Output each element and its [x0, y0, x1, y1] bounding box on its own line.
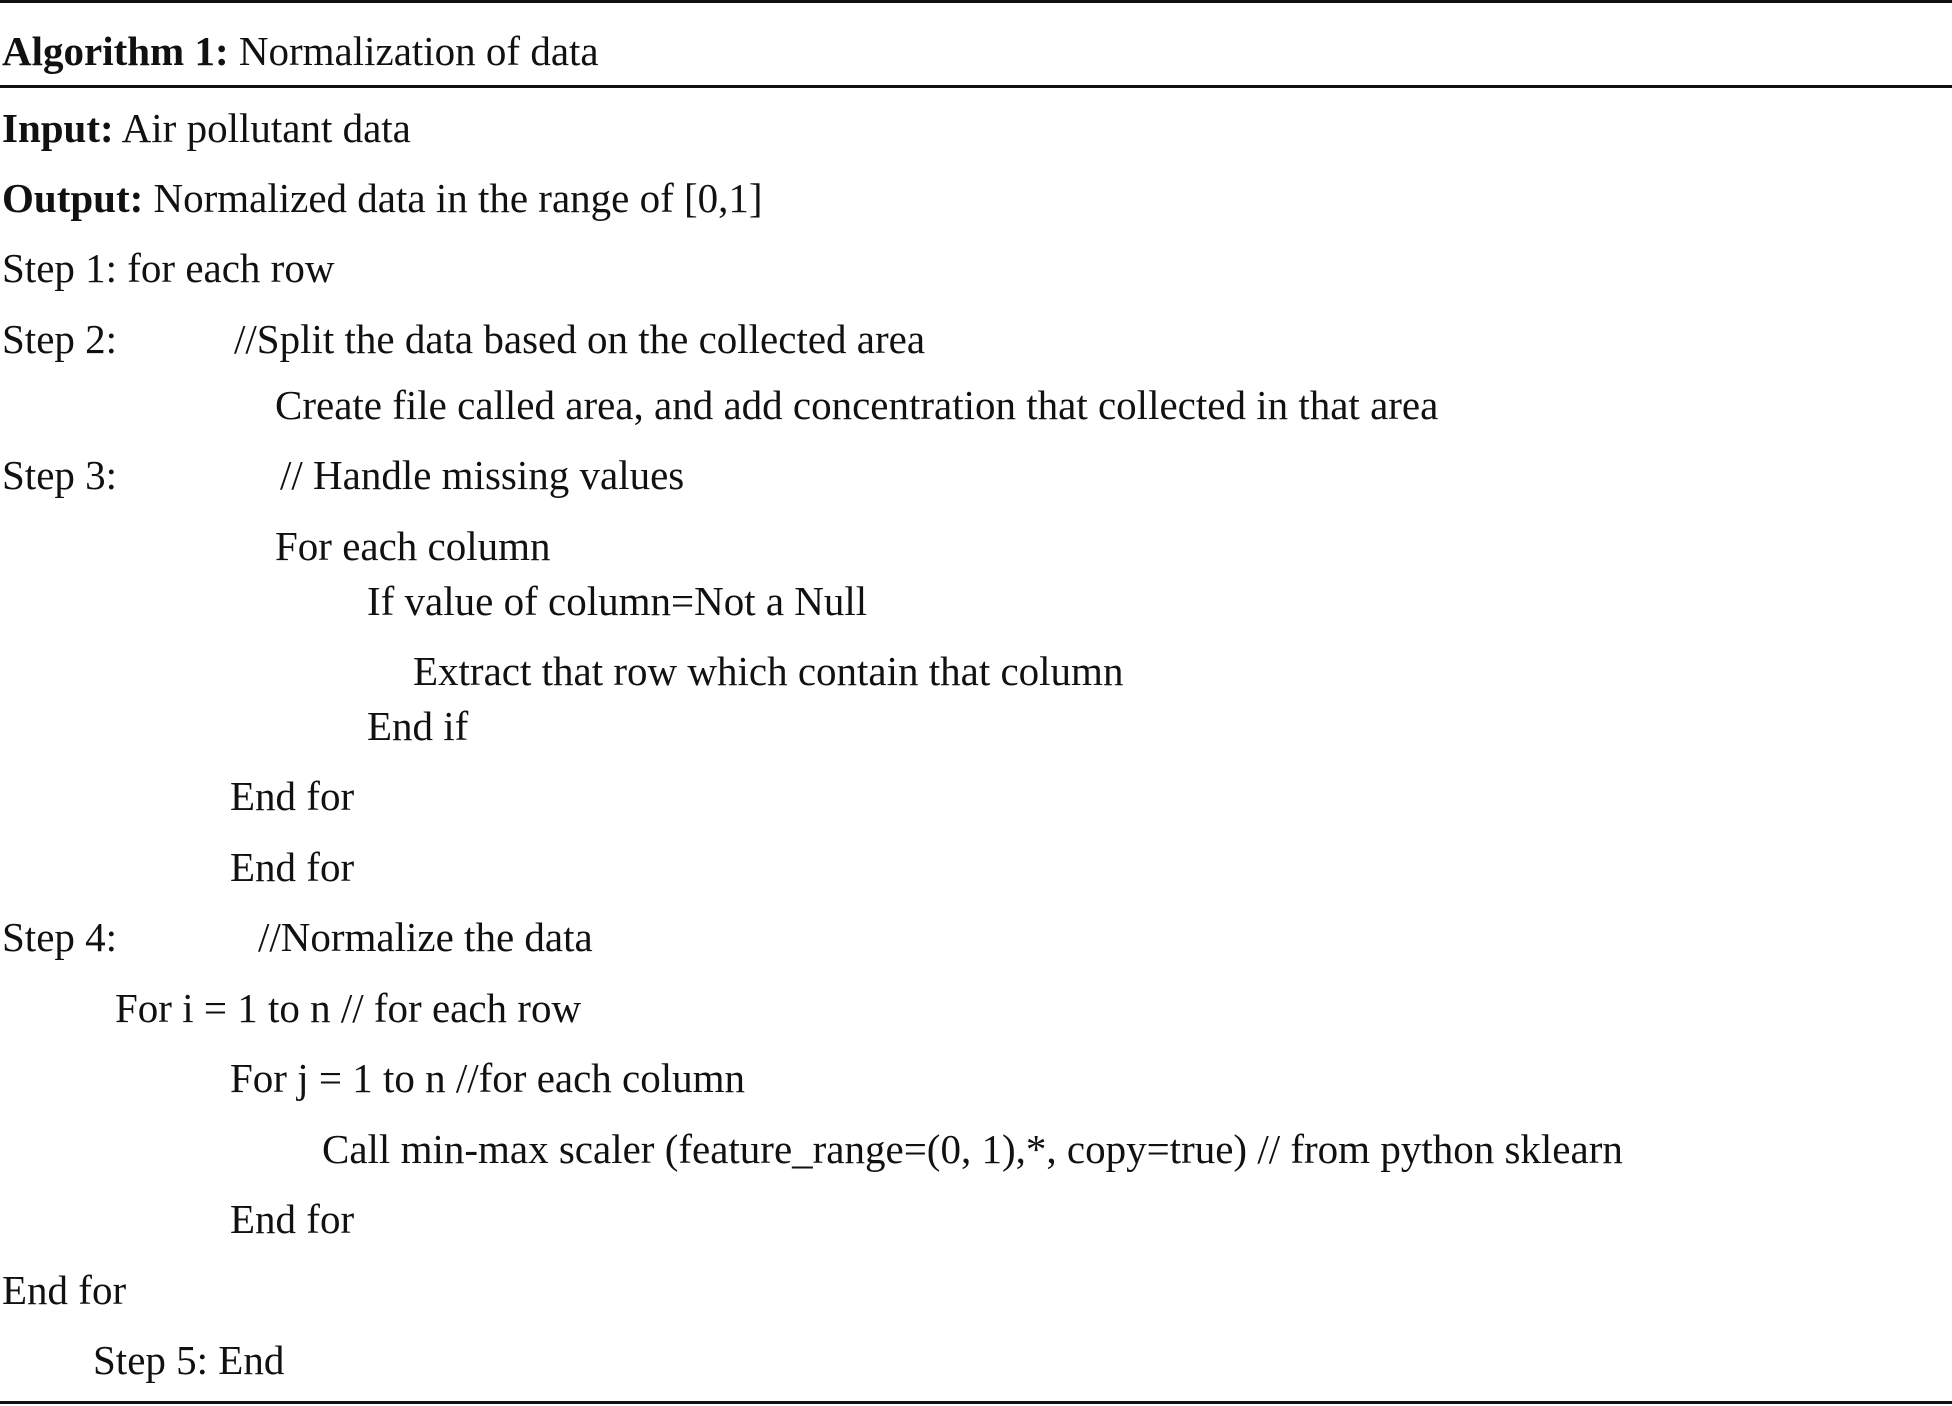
extract-row-line: Extract that row which contain that column: [413, 648, 1124, 694]
step4-comment: //Normalize the data: [258, 914, 593, 960]
for-j-line: For j = 1 to n //for each column: [230, 1055, 746, 1101]
step5-line: Step 5: End: [93, 1337, 285, 1383]
step3-comment: // Handle missing values: [280, 452, 685, 498]
output-label: Output:: [2, 175, 144, 221]
input-label: Input:: [2, 105, 114, 151]
step4-label: Step 4:: [2, 914, 118, 960]
if-value-line: If value of column=Not a Null: [367, 578, 868, 624]
step3-label: Step 3:: [2, 452, 118, 498]
bottom-rule: [0, 1401, 1952, 1404]
step2-comment: //Split the data based on the collected area: [234, 316, 926, 362]
end-for-line-2: End for: [230, 844, 355, 890]
call-scaler-line: Call min-max scaler (feature_range=(0, 1),*, copy=true) // from python sklearn: [322, 1126, 1623, 1172]
end-for-line-3: End for: [230, 1196, 355, 1242]
for-i-line: For i = 1 to n // for each row: [115, 985, 582, 1031]
algorithm-label: Algorithm 1:: [2, 28, 229, 74]
step1-line: Step 1: for each row: [2, 245, 335, 291]
end-if-line: End if: [367, 703, 469, 749]
end-for-line-4: End for: [2, 1267, 127, 1313]
output-text: Normalized data in the range of [0,1]: [153, 175, 763, 221]
step2-action: Create file called area, and add concentration that collected in that area: [275, 382, 1439, 428]
header-rule: [0, 85, 1952, 88]
output-line: [2, 173, 763, 223]
for-each-column: For each column: [275, 523, 551, 569]
algorithm-heading: [2, 26, 599, 76]
input-text: Air pollutant data: [121, 105, 411, 151]
step2-label: Step 2:: [2, 316, 118, 362]
algorithm-title: Normalization of data: [238, 28, 599, 74]
input-line: [2, 103, 411, 153]
end-for-line-1: End for: [230, 773, 355, 819]
top-rule: [0, 0, 1952, 3]
